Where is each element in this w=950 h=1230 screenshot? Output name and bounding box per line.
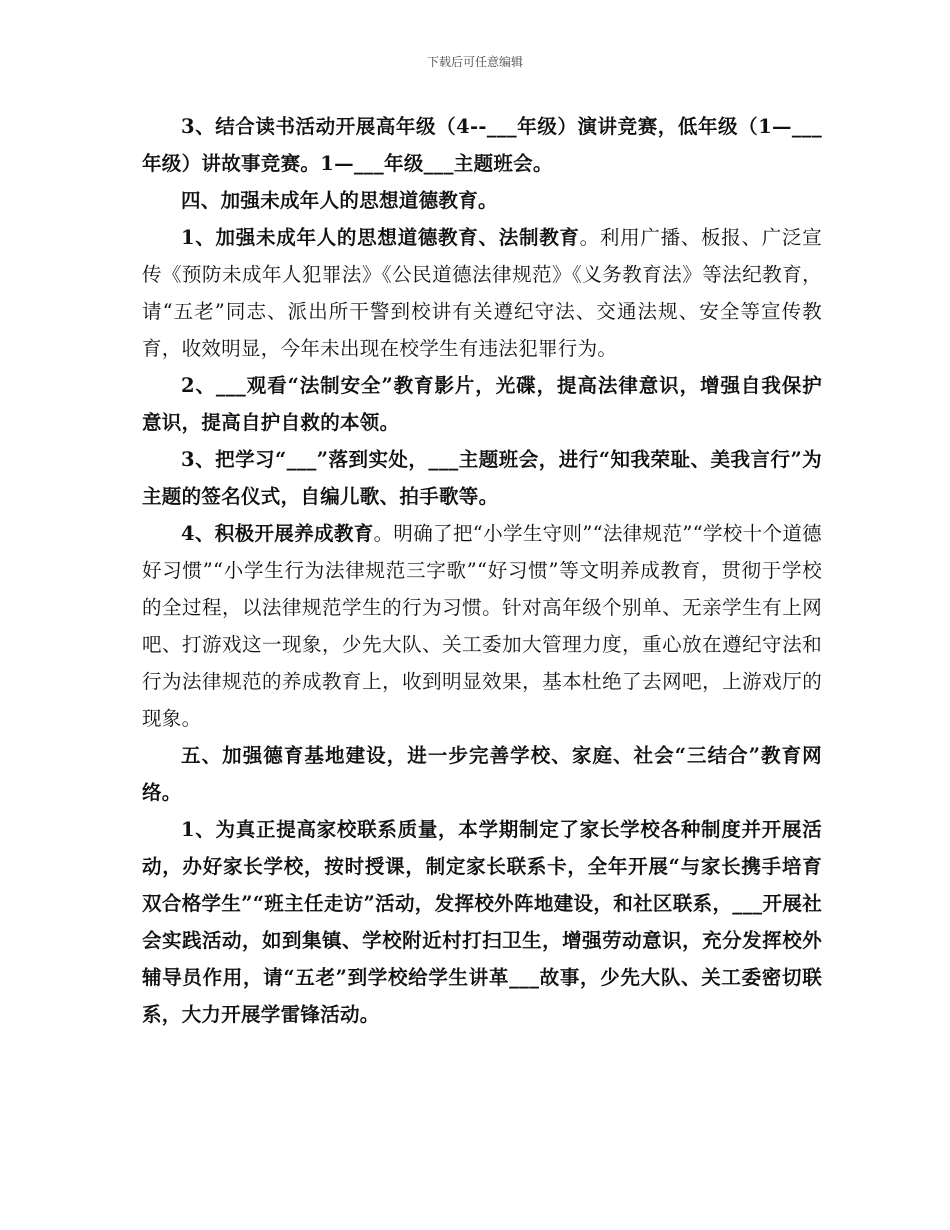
section-heading-5: 五、加强德育基地建设，进一步完善学校、家庭、社会“三结合”教育网络。 — [142, 744, 822, 804]
page-header: 下载后可任意编辑 — [426, 55, 523, 69]
paragraph-moral-legal-education: 1、加强未成年人的思想道德教育、法制教育。利用广播、板报、广泛宣传《预防未成年人犯罪法》《公民道德法律规范》《义务教育法》等法纪教育，请“五老”同志、派出所干警到校讲有关遵纪守法、交通法规、安全等宣传教育，收效明显，今年未出现在校学生有违法犯罪行为。 — [142, 226, 822, 360]
paragraph-home-school: 1、为真正提高家校联系质量，本学期制定了家长学校各种制度并开展活动，办好家长学校，按时授课，制定家长联系卡，全年开展“与家长携手培育双合格学生”“班主任走访”活动，发挥校外阵地建设，和社区联系，___开展社会实践活动，如到集镇、学校附近村打扫卫生，增强劳动意识，充分发挥校外辅导员作用，请“五老”到学校给学生讲革___故事，少先大队、关工委密切联系，大力开展学雷锋活动。 — [142, 818, 822, 1026]
document-body — [142, 108, 822, 1033]
paragraph-habit-education: 4、积极开展养成教育。明确了把“小学生守则”“法律规范”“学校十个道德好习惯”“小学生行为法律规范三字歌”“好习惯”等文明养成教育，贯彻于学校的全过程，以法律规范学生的行为习惯。针对高年级个别单、无亲学生有上网吧、打游戏这一现象，少先大队、关工委加大管理力度，重心放在遵纪守法和行为法律规范的养成教育上，收到明显效果，基本杜绝了去网吧，上游戏厅的现象。 — [142, 522, 822, 730]
paragraph-reading-activity: 3、结合读书活动开展高年级（4--___年级）演讲竞赛，低年级（1—___年级）讲故事竞赛。1—___年级___主题班会。 — [142, 115, 822, 175]
paragraph-safety-films: 2、___观看“法制安全”教育影片，光碟，提高法律意识，增强自我保护意识，提高自护自救的本领。 — [142, 374, 822, 434]
paragraph-class-meeting: 3、把学习“___”落到实处，___主题班会，进行“知我荣耻、美我言行”为主题的签名仪式，自编儿歌、拍手歌等。 — [142, 448, 822, 508]
section-heading-4: 四、加强未成年人的思想道德教育。 — [181, 189, 498, 212]
